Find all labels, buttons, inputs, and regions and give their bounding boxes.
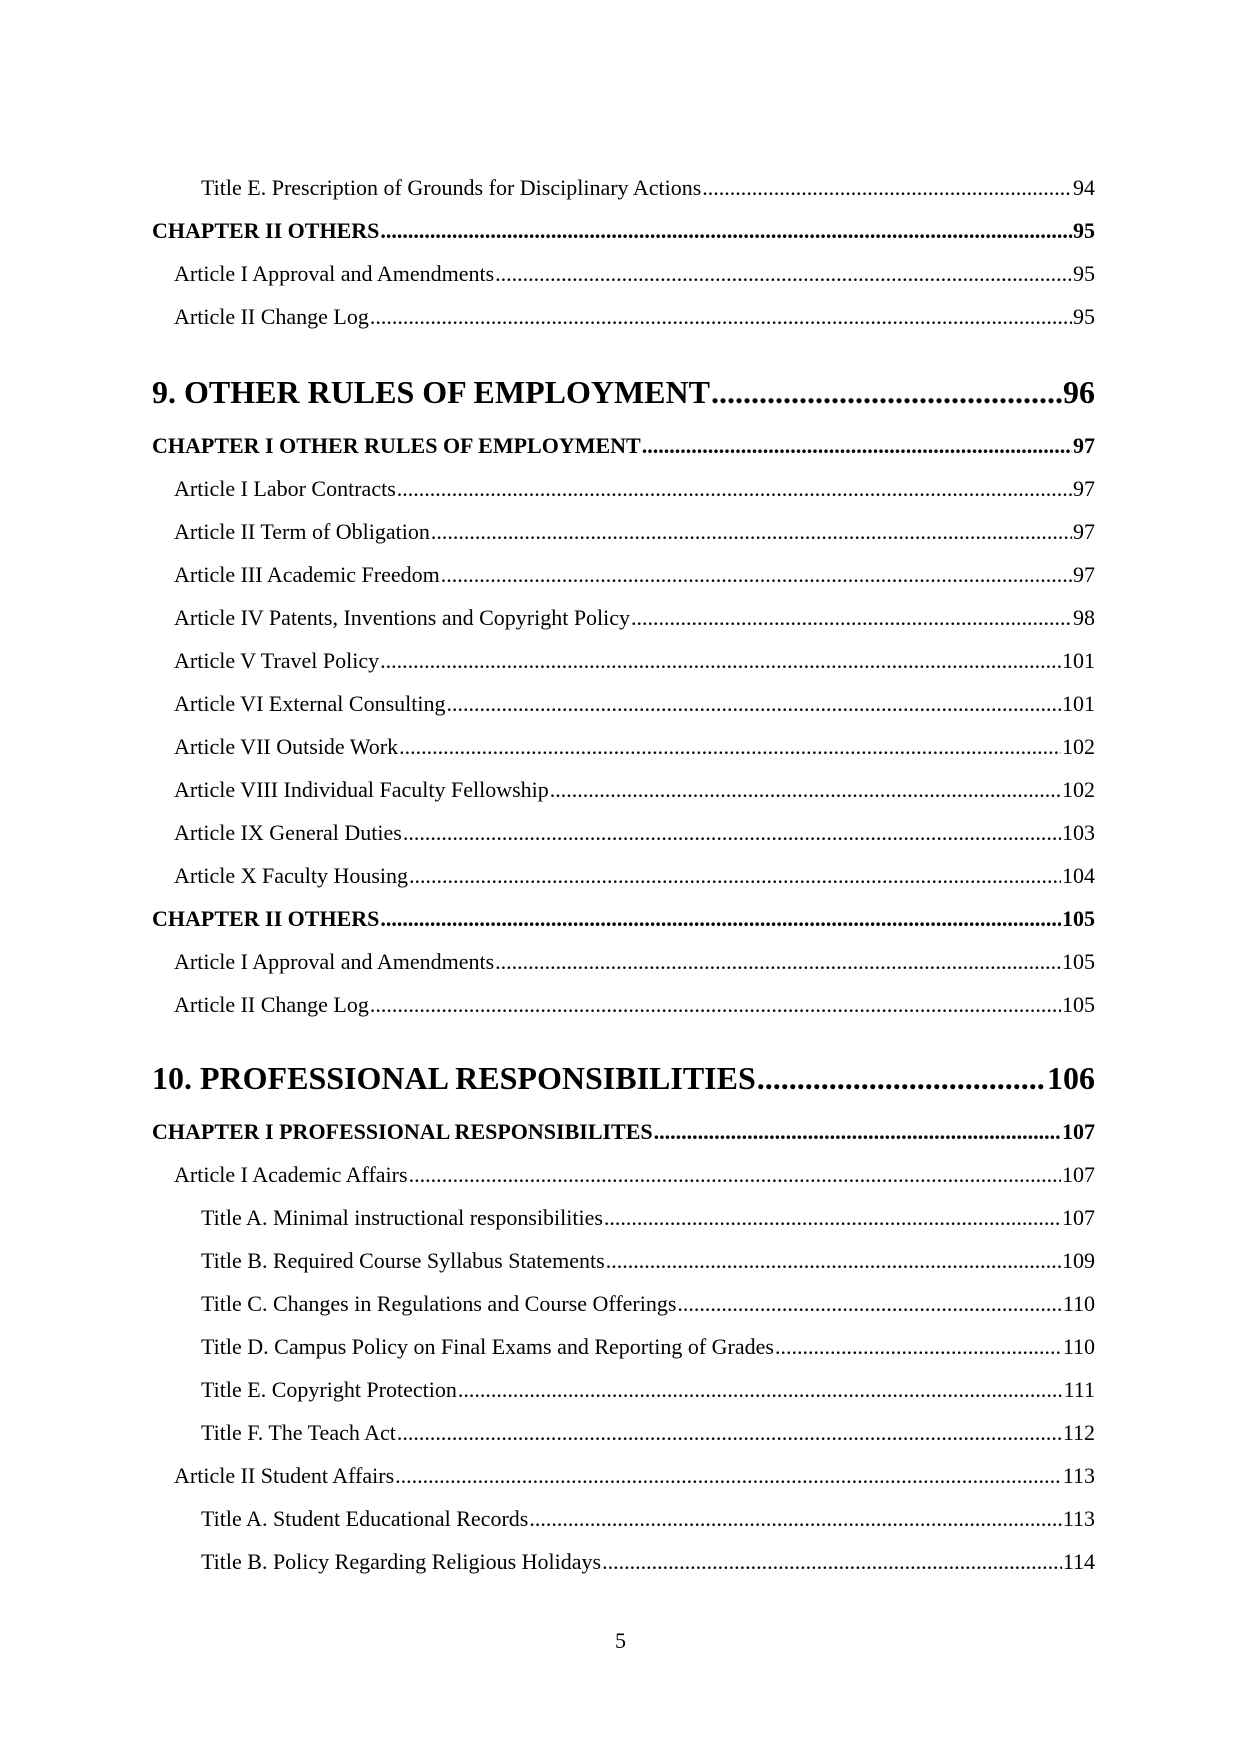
toc-entry-page: 107	[1062, 1119, 1095, 1144]
toc-entry[interactable]	[152, 1549, 1095, 1575]
toc-entry-label: CHAPTER II OTHERS	[152, 906, 380, 931]
toc-entry-label: Article III Academic Freedom	[174, 562, 440, 587]
dot-leader	[606, 1248, 1061, 1274]
dot-leader	[397, 1420, 1062, 1446]
toc-entry-label: Article II Student Affairs	[174, 1463, 395, 1488]
toc-entry-page: 96	[1063, 374, 1095, 410]
dot-leader	[495, 261, 1072, 287]
toc-entry-label: CHAPTER I PROFESSIONAL RESPONSIBILITES	[152, 1119, 653, 1144]
dot-leader	[370, 992, 1061, 1018]
toc-entry-page: 109	[1062, 1248, 1095, 1273]
toc-entry[interactable]	[152, 648, 1095, 674]
toc-entry-page: 95	[1073, 261, 1095, 286]
toc-entry-page: 97	[1073, 562, 1095, 587]
toc-entry-label: Article I Academic Affairs	[174, 1162, 408, 1187]
toc-entry[interactable]	[152, 1420, 1095, 1446]
toc-entry[interactable]	[152, 691, 1095, 717]
toc-entry[interactable]	[152, 175, 1095, 201]
toc-entry-label: Article V Travel Policy	[174, 648, 380, 673]
toc-entry-page: 110	[1062, 1291, 1095, 1316]
toc-entry[interactable]	[152, 304, 1095, 330]
dot-leader	[399, 734, 1061, 760]
dot-leader	[380, 648, 1061, 674]
page-number: 5	[615, 1628, 626, 1653]
toc-entry[interactable]	[152, 1291, 1095, 1317]
toc-entry[interactable]	[152, 1162, 1095, 1188]
toc-entry[interactable]	[152, 218, 1095, 244]
toc-entry-label: CHAPTER II OTHERS	[152, 218, 380, 243]
toc-entry-label: 10. PROFESSIONAL RESPONSIBILITIES	[152, 1060, 756, 1096]
toc-entry[interactable]	[152, 992, 1095, 1018]
toc-entry-page: 102	[1062, 734, 1095, 759]
dot-leader	[447, 691, 1062, 717]
dot-leader	[702, 175, 1072, 201]
toc-entry-label: Title A. Student Educational Records	[201, 1506, 529, 1531]
toc-entry-page: 105	[1062, 949, 1095, 974]
toc-entry-page: 97	[1073, 433, 1095, 458]
toc-entry-page: 102	[1062, 777, 1095, 802]
toc-entry-page: 114	[1062, 1549, 1095, 1574]
dot-leader	[403, 820, 1061, 846]
toc-entry-page: 106	[1047, 1060, 1095, 1096]
toc-entry-page: 107	[1062, 1205, 1095, 1230]
toc-entry-page: 111	[1063, 1377, 1095, 1402]
dot-leader	[711, 374, 1062, 411]
toc-entry-page: 110	[1062, 1334, 1095, 1359]
toc-entry-page: 105	[1062, 992, 1095, 1017]
toc-entry-label: Title F. The Teach Act	[201, 1420, 396, 1445]
toc-entry-label: Article VI External Consulting	[174, 691, 446, 716]
dot-leader	[370, 304, 1072, 330]
toc-entry[interactable]	[152, 1334, 1095, 1360]
toc-entry-label: Article IV Patents, Inventions and Copyright Policy	[174, 605, 631, 630]
toc-entry-label: Title D. Campus Policy on Final Exams and Reporting of Grades	[201, 1334, 774, 1359]
toc-entry[interactable]	[152, 1060, 1095, 1097]
dot-leader	[380, 218, 1072, 244]
toc-entry-page: 104	[1062, 863, 1095, 888]
toc-entry-label: Article X Faculty Housing	[174, 863, 409, 888]
dot-leader	[458, 1377, 1063, 1403]
toc-entry-label: Title E. Prescription of Grounds for Disciplinary Actions	[201, 175, 702, 200]
toc-entry-label: Article II Change Log	[174, 304, 369, 329]
dot-leader	[757, 1060, 1046, 1097]
toc-entry-page: 105	[1062, 906, 1095, 931]
toc-entry-label: Article IX General Duties	[174, 820, 402, 845]
dot-leader	[550, 777, 1061, 803]
toc-entry-label: Title E. Copyright Protection	[201, 1377, 457, 1402]
dot-leader	[409, 863, 1061, 889]
toc-entry-label: Article II Change Log	[174, 992, 369, 1017]
dot-leader	[495, 949, 1061, 975]
toc-entry-page: 98	[1073, 605, 1095, 630]
toc-entry-label: CHAPTER I OTHER RULES OF EMPLOYMENT	[152, 433, 641, 458]
dot-leader	[441, 562, 1072, 588]
toc-entry[interactable]	[152, 863, 1095, 889]
toc-entry[interactable]	[152, 374, 1095, 411]
dot-leader	[631, 605, 1072, 631]
dot-leader	[409, 1162, 1061, 1188]
dot-leader	[397, 476, 1072, 502]
toc-entry-page: 107	[1062, 1162, 1095, 1187]
toc-entry-page: 112	[1062, 1420, 1095, 1445]
toc-entry-page: 113	[1062, 1463, 1095, 1488]
toc-entry[interactable]	[152, 562, 1095, 588]
toc-entry-page: 101	[1062, 648, 1095, 673]
toc-entry-page: 97	[1073, 519, 1095, 544]
dot-leader	[775, 1334, 1062, 1360]
toc-entry-label: Title A. Minimal instructional responsibilities	[201, 1205, 603, 1230]
toc-entry-page: 97	[1073, 476, 1095, 501]
toc-entry[interactable]	[152, 605, 1095, 631]
dot-leader	[642, 433, 1072, 459]
toc-entry[interactable]	[152, 476, 1095, 502]
toc-entry-label: Title C. Changes in Regulations and Course Offerings	[201, 1291, 677, 1316]
toc-entry[interactable]	[152, 519, 1095, 545]
dot-leader	[380, 906, 1061, 932]
dot-leader	[654, 1119, 1061, 1145]
toc-entry[interactable]	[152, 820, 1095, 846]
toc-entry-page: 95	[1073, 218, 1095, 243]
toc-entry-label: Article I Approval and Amendments	[174, 949, 495, 974]
toc-entry[interactable]	[152, 949, 1095, 975]
toc-entry-label: Article VII Outside Work	[174, 734, 399, 759]
toc-entry[interactable]	[152, 433, 1095, 459]
toc-entry[interactable]	[152, 1248, 1095, 1274]
toc-entry[interactable]	[152, 1463, 1095, 1489]
dot-leader	[395, 1463, 1062, 1489]
toc-entry-label: Article I Labor Contracts	[174, 476, 396, 501]
dot-leader	[604, 1205, 1061, 1231]
toc-entry[interactable]	[152, 1205, 1095, 1231]
toc-entry-label: Article II Term of Obligation	[174, 519, 430, 544]
toc-entry[interactable]	[152, 906, 1095, 932]
dot-leader	[529, 1506, 1061, 1532]
toc-entry-page: 113	[1062, 1506, 1095, 1531]
toc-entry[interactable]	[152, 1506, 1095, 1532]
toc-entry[interactable]	[152, 734, 1095, 760]
toc-entry-label: Title B. Required Course Syllabus Statements	[201, 1248, 605, 1273]
toc-entry-label: 9. OTHER RULES OF EMPLOYMENT	[152, 374, 710, 410]
toc-entry-page: 94	[1073, 175, 1095, 200]
toc-entry[interactable]	[152, 1377, 1095, 1403]
toc-entry-page: 101	[1062, 691, 1095, 716]
dot-leader	[602, 1549, 1062, 1575]
toc-entry-label: Article I Approval and Amendments	[174, 261, 495, 286]
toc-entry[interactable]	[152, 261, 1095, 287]
dot-leader	[431, 519, 1072, 545]
toc-entry[interactable]	[152, 1119, 1095, 1145]
dot-leader	[677, 1291, 1061, 1317]
toc-entry[interactable]	[152, 777, 1095, 803]
toc-entry-page: 95	[1073, 304, 1095, 329]
toc-entry-label: Article VIII Individual Faculty Fellowship	[174, 777, 549, 802]
toc-entry-label: Title B. Policy Regarding Religious Holidays	[201, 1549, 602, 1574]
toc-entry-page: 103	[1062, 820, 1095, 845]
